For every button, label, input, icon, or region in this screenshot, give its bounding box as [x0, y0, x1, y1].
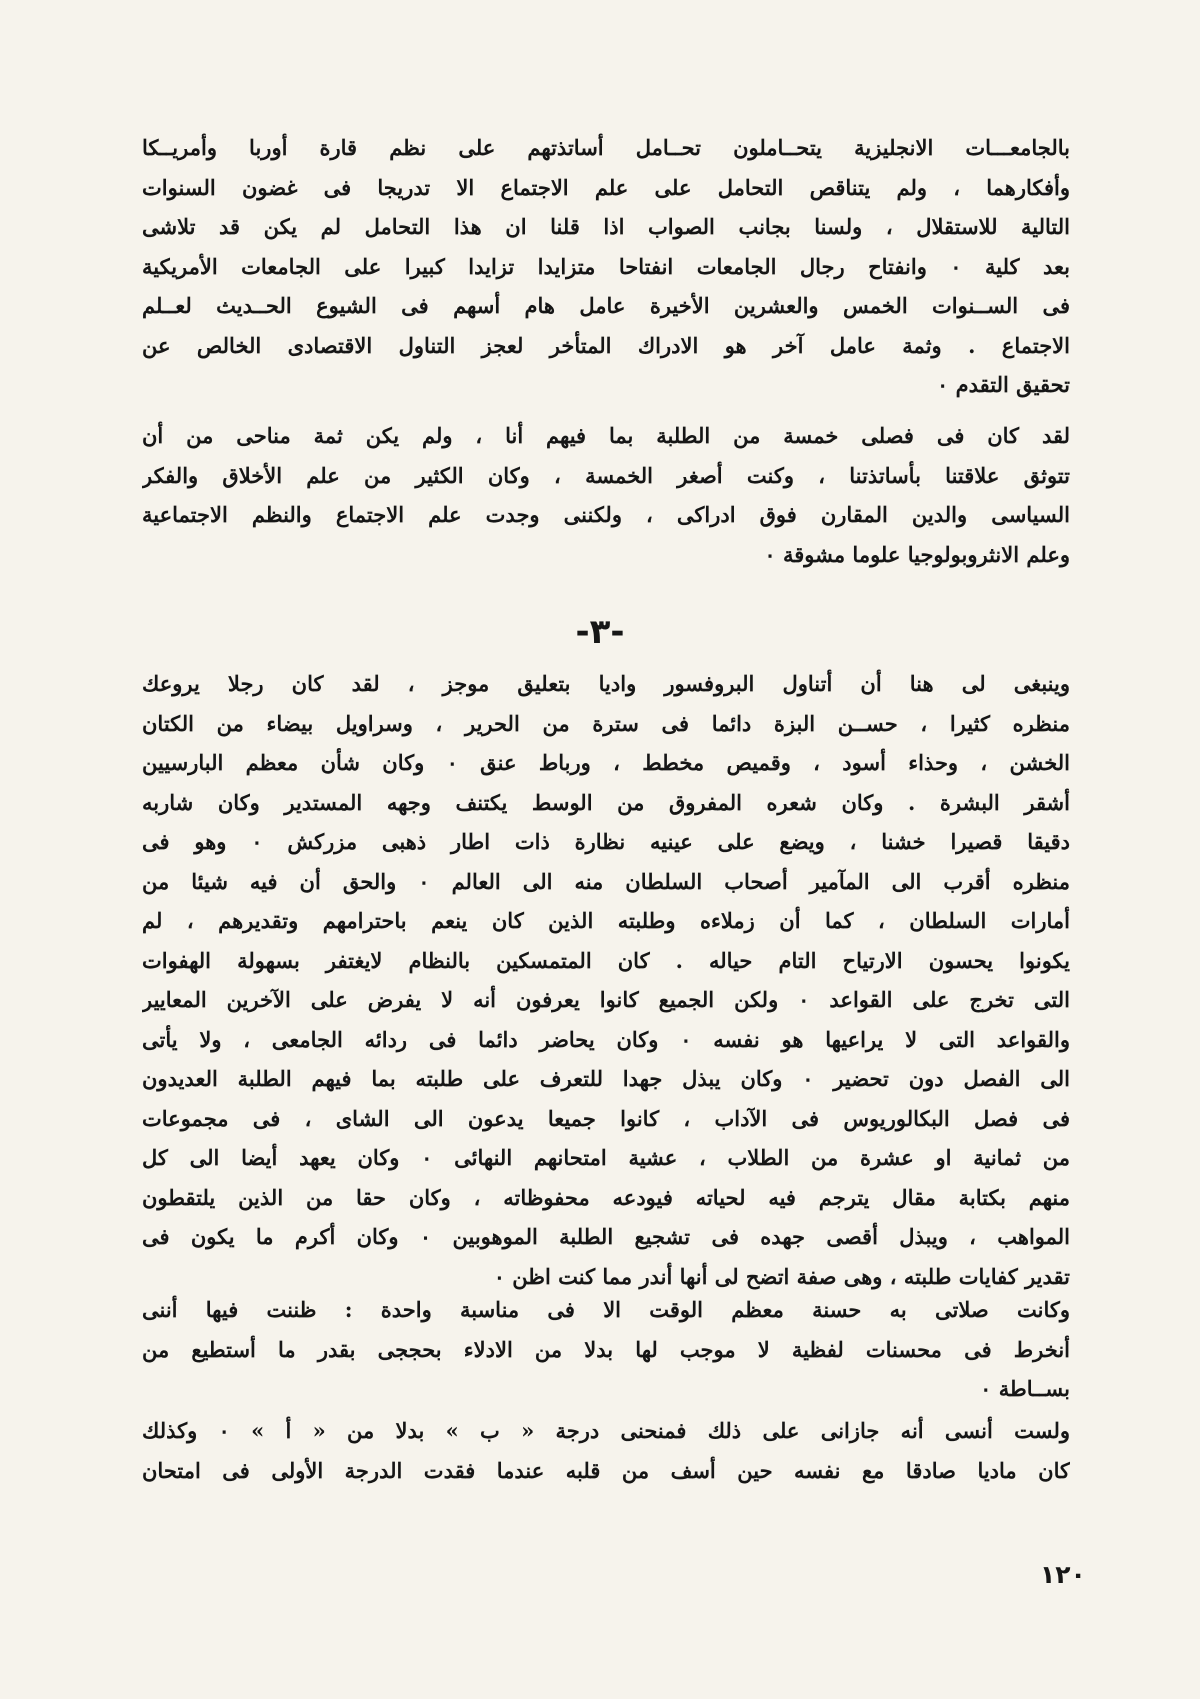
paragraph-1	[142, 128, 1070, 405]
text-line: التالية للاستقلال ، ولسنا بجانب الصواب اذا قلنا ان هذا التحامل لم يكن قد تلاشى	[142, 214, 1070, 239]
page-number: ١٢٠	[1040, 1560, 1086, 1589]
section-number: -٣-	[575, 612, 625, 652]
text-line: منظره كثيرا ، حســن البزة دائما فى سترة من الحرير ، وسراويل بيضاء من الكتان	[142, 710, 1070, 736]
paragraph-5	[142, 1411, 1070, 1490]
paragraph-3	[142, 664, 1070, 1296]
text-line: الى الفصل دون تحضير ٠ وكان يبذل جهدا للتعرف على طلبته بما فيهم الطلبة العديدون	[142, 1066, 1070, 1091]
text-line: أنخرط فى محسنات لفظية لا موجب لها بدلا من الادلاء بحججى بقدر ما أستطيع من	[142, 1336, 1070, 1362]
text-line: لقد كان فى فصلى خمسة من الطلبة بما فيهم أنا ، ولم يكن ثمة مناحى من أن	[142, 423, 1070, 448]
text-line: كان ماديا صادقا مع نفسه حين أسف من قلبه عندما فقدت الدرجة الأولى فى امتحان	[142, 1457, 1070, 1483]
text-line: التى تخرج على القواعد ٠ ولكن الجميع كانوا يعرفون أنه لا يفرض على الآخرين المعايير	[142, 987, 1070, 1012]
text-line: فى فصل البكالوريوس فى الآداب ، كانوا جميعا يدعون الى الشاى ، فى مجموعات	[142, 1105, 1070, 1131]
text-line: والقواعد التى لا يراعيها هو نفسه ٠ وكان يحاضر دائما فى ردائه الجامعى ، ولا يأتى	[142, 1026, 1070, 1052]
text-line: وينبغى لى هنا أن أتناول البروفسور واديا بتعليق موجز ، لقد كان رجلا يروعك	[142, 671, 1070, 696]
text-line: دقيقا قصيرا خشنا ، ويضع على عينيه نظارة ذات اطار ذهبى مزركش ٠ وهو فى	[142, 829, 1070, 854]
text-line: ولست أنسى أنه جازانى على ذلك فمنحنى درجة « ب » بدلا من « أ » ٠ وكذلك	[142, 1418, 1070, 1443]
text-line: وكانت صلاتى به حسنة معظم الوقت الا فى مناسبة واحدة : ظننت فيها أننى	[142, 1297, 1070, 1322]
text-line: أمارات السلطان ، كما أن زملاءه وطلبته الذين كان ينعم باحترامهم وتقديرهم ، لم	[142, 908, 1070, 933]
text-line: بعد كلية ٠ وانفتاح رجال الجامعات انفتاحا متزايدا تزايدا كبيرا على الجامعات الأمريكية	[142, 253, 1070, 279]
paragraph-2	[142, 416, 1070, 574]
paragraph-4	[142, 1290, 1070, 1409]
text-line: بســاطة ٠	[980, 1376, 1070, 1401]
text-line: منظره أقرب الى المآمير أصحاب السلطان منه الى العالم ٠ والحق أن فيه شيئا من	[142, 868, 1070, 894]
text-line: تتوثق علاقتنا بأساتذتنا ، وكنت أصغر الخمسة ، وكان الكثير من علم الأخلاق والفكر	[142, 462, 1070, 488]
text-line: الخشن ، وحذاء أسود ، وقميص مخطط ، ورباط عنق ٠ وكان شأن معظم البارسيين	[142, 750, 1070, 775]
text-line: أشقر البشرة . وكان شعره المفروق من الوسط يكتنف وجهه المستدير وكان شاربه	[142, 789, 1070, 815]
text-line: السياسى والدين المقارن فوق ادراكى ، ولكننى وجدت علم الاجتماع والنظم الاجتماعية	[142, 502, 1070, 527]
text-line: منهم بكتابة مقال يترجم فيه لحياته فيودعه محفوظاته ، وكان حقا من الذين يلتقطون	[142, 1184, 1070, 1210]
text-line: بالجامعـــات الانجليزية يتحــاملون تحــامل أساتذتهم على نظم قارة أوربا وأمريــكا	[142, 135, 1070, 160]
text-line: تقدير كفايات طلبته ، وهى صفة اتضح لى أنها أندر مما كنت اظن ٠	[493, 1263, 1070, 1289]
text-line: وعلم الانثروبولوجيا علوما مشوقة ٠	[764, 541, 1070, 567]
text-line: من ثمانية او عشرة من الطلاب ، عشية امتحانهم النهائى ٠ وكان يعهد أيضا الى كل	[142, 1145, 1070, 1170]
text-line: وأفكارهما ، ولم يتناقص التحامل على علم الاجتماع الا تدريجا فى غضون السنوات	[142, 174, 1070, 200]
text-line: المواهب ، ويبذل أقصى جهده فى تشجيع الطلبة الموهوبين ٠ وكان أكرم ما يكون فى	[142, 1224, 1070, 1249]
text-line: تحقيق التقدم ٠	[937, 372, 1070, 397]
text-line: الاجتماع . وثمة عامل آخر هو الادراك المتأخر لعجز التناول الاقتصادى الخالص عن	[142, 332, 1070, 358]
text-line: يكونوا يحسون الارتياح التام حياله . كان المتمسكين بالنظام لايغتفر بسهولة الهفوات	[142, 947, 1070, 973]
text-line: فى الســنوات الخمس والعشرين الأخيرة عامل هام أسهم فى الشيوع الحــديث لعــلم	[142, 293, 1070, 318]
